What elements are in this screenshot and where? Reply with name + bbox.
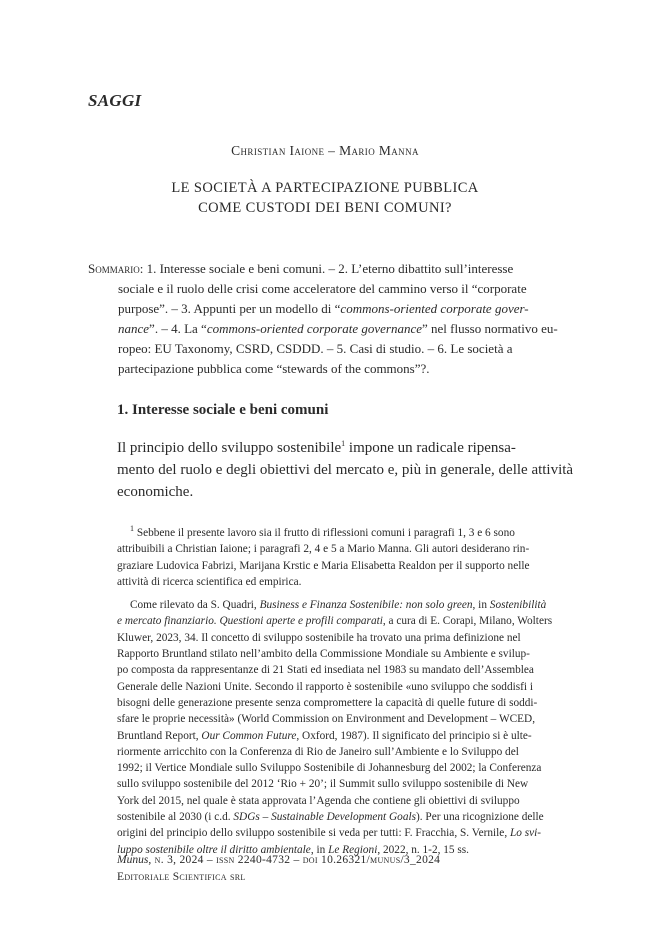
footnote-line: Come rilevato da S. Quadri, Business e Finanza Sostenibile: non solo green, in Sostenibilità <box>130 599 547 612</box>
footnote-line: Rapporto Bruntland stilato nell’ambito della Commissione Mondiale su Ambiente e svilup- <box>117 648 530 661</box>
summary-line: sociale e il ruolo delle crisi come acceleratore del cammino verso il “corporate <box>118 281 527 296</box>
section-heading: 1. Interesse sociale e beni comuni <box>117 402 329 418</box>
summary-line: Sommario: 1. Interesse sociale e beni comuni. – 2. L’eterno dibattito sull’interesse <box>88 261 514 276</box>
footnote-line: e mercato finanziario. Questioni aperte e profili comparati, a cura di E. Corapi, Milano, Wolters <box>117 615 553 628</box>
journal-citation <box>117 852 440 886</box>
summary-line: purpose”. – 3. Appunti per un modello di “commons-oriented corporate gover- <box>118 301 529 316</box>
section-label: SAGGI <box>88 91 142 110</box>
footnote-line: $^1$ Sebbene il presente lavoro sia il frutto di riflessioni comuni i paragrafi 1, 3 e 6 sono <box>130 524 515 539</box>
body-paragraph <box>117 437 574 503</box>
body-line: economiche. <box>117 484 194 500</box>
footnote-number: 1 <box>130 524 134 534</box>
footnote-line: Kluwer, 2023, 34. Il concetto di sviluppo sostenibile ha trovato una prima definizione nel <box>117 631 521 644</box>
footnote-ref[interactable]: 1 <box>341 439 346 448</box>
title-line-2: COME CUSTODI DEI BENI COMUNI? <box>198 200 452 216</box>
footnote-line: sullo sviluppo sostenibile del 2012 ‘Rio + 20’; il Summit sullo sviluppo sostenibile di New <box>117 778 529 791</box>
footnote-line: Bruntland Report, Our Common Future, Oxford, 1987). Il significato del principio si è ulte- <box>117 729 532 742</box>
summary-block <box>88 259 560 379</box>
citation-line: Munus, n. 3, 2024 – issn 2240-4732 – doi 10.26321/munus/3_2024 <box>117 854 441 866</box>
footnote-line: po composta da rappresentanze di 21 Stati ed insediata nel 1983 su mandato dell’Assemblea <box>117 664 534 677</box>
article-title <box>0 178 650 218</box>
summary-line: partecipazione pubblica come “stewards of the commons”?. <box>118 361 430 376</box>
title-line-1: LE SOCIETÀ A PARTECIPAZIONE PUBBLICA <box>171 180 479 196</box>
footnote-line: origini del principio dello sviluppo sostenibile si veda per tutti: F. Fracchia, S. Vernile, Lo svi- <box>117 827 542 840</box>
footnote-line: York del 2015, nel quale è stata approvata l’Agenda che contiene gli obiettivi di sviluppo <box>117 794 520 807</box>
summary-line: ropeo: EU Taxonomy, CSRD, CSDDD. – 5. Casi di studio. – 6. Le società a <box>118 341 513 356</box>
authors-line: Christian Iaione – Mario Manna <box>231 143 419 158</box>
footnote-line: sostenibile al 2030 (i c.d. SDGs – Sustainable Development Goals). Per una ricognizione delle <box>117 811 544 824</box>
footnotes <box>117 525 560 858</box>
body-line: mento del ruolo e degli obiettivi del mercato e, più in generale, delle attività <box>117 462 574 478</box>
journal-name: Munus <box>117 854 149 866</box>
body-line: Il principio dello sviluppo sostenibile$^1$ impone un radicale ripensa- <box>117 439 516 456</box>
publisher-line: Editoriale Scientifica srl <box>117 871 246 883</box>
footnote-line: riormente arricchito con la Conferenza di Rio de Janeiro sull’Ambiente e lo Sviluppo del <box>117 745 519 758</box>
footnote-line: bisogni delle generazione presente senza compromettere la capacità di quelle future di soddi- <box>117 696 538 709</box>
summary-line: nance”. – 4. La “commons-oriented corporate governance” nel flusso normativo eu- <box>118 321 558 336</box>
footnote-line: attribuibili a Christian Iaione; i paragrafi 2, 4 e 5 a Mario Manna. Gli autori desiderano rin- <box>117 543 530 556</box>
footnote-line: Generale delle Nazioni Unite. Secondo il rapporto è sostenibile «uno sviluppo che soddisfi i <box>117 680 534 693</box>
footnote-line: luppo sostenibile oltre il diritto ambientale, in Le Regioni, 2022, n. 1-2, 15 ss. <box>117 843 469 856</box>
footnote-line: graziare Ludovica Fabrizi, Marijana Krstic e Maria Elisabetta Realdon per il supporto nelle <box>117 559 530 572</box>
footnote-line: 1992; il Vertice Mondiale sullo Sviluppo Sostenibile di Johannesburg del 2002; la Conferenza <box>117 762 542 775</box>
footnote-line: sfare le proprie necessità» (World Commission on Environment and Development – WCED, <box>117 713 536 726</box>
summary-label: Sommario <box>88 261 140 276</box>
footnote-line: attività di ricerca scientifica ed empirica. <box>117 575 302 588</box>
